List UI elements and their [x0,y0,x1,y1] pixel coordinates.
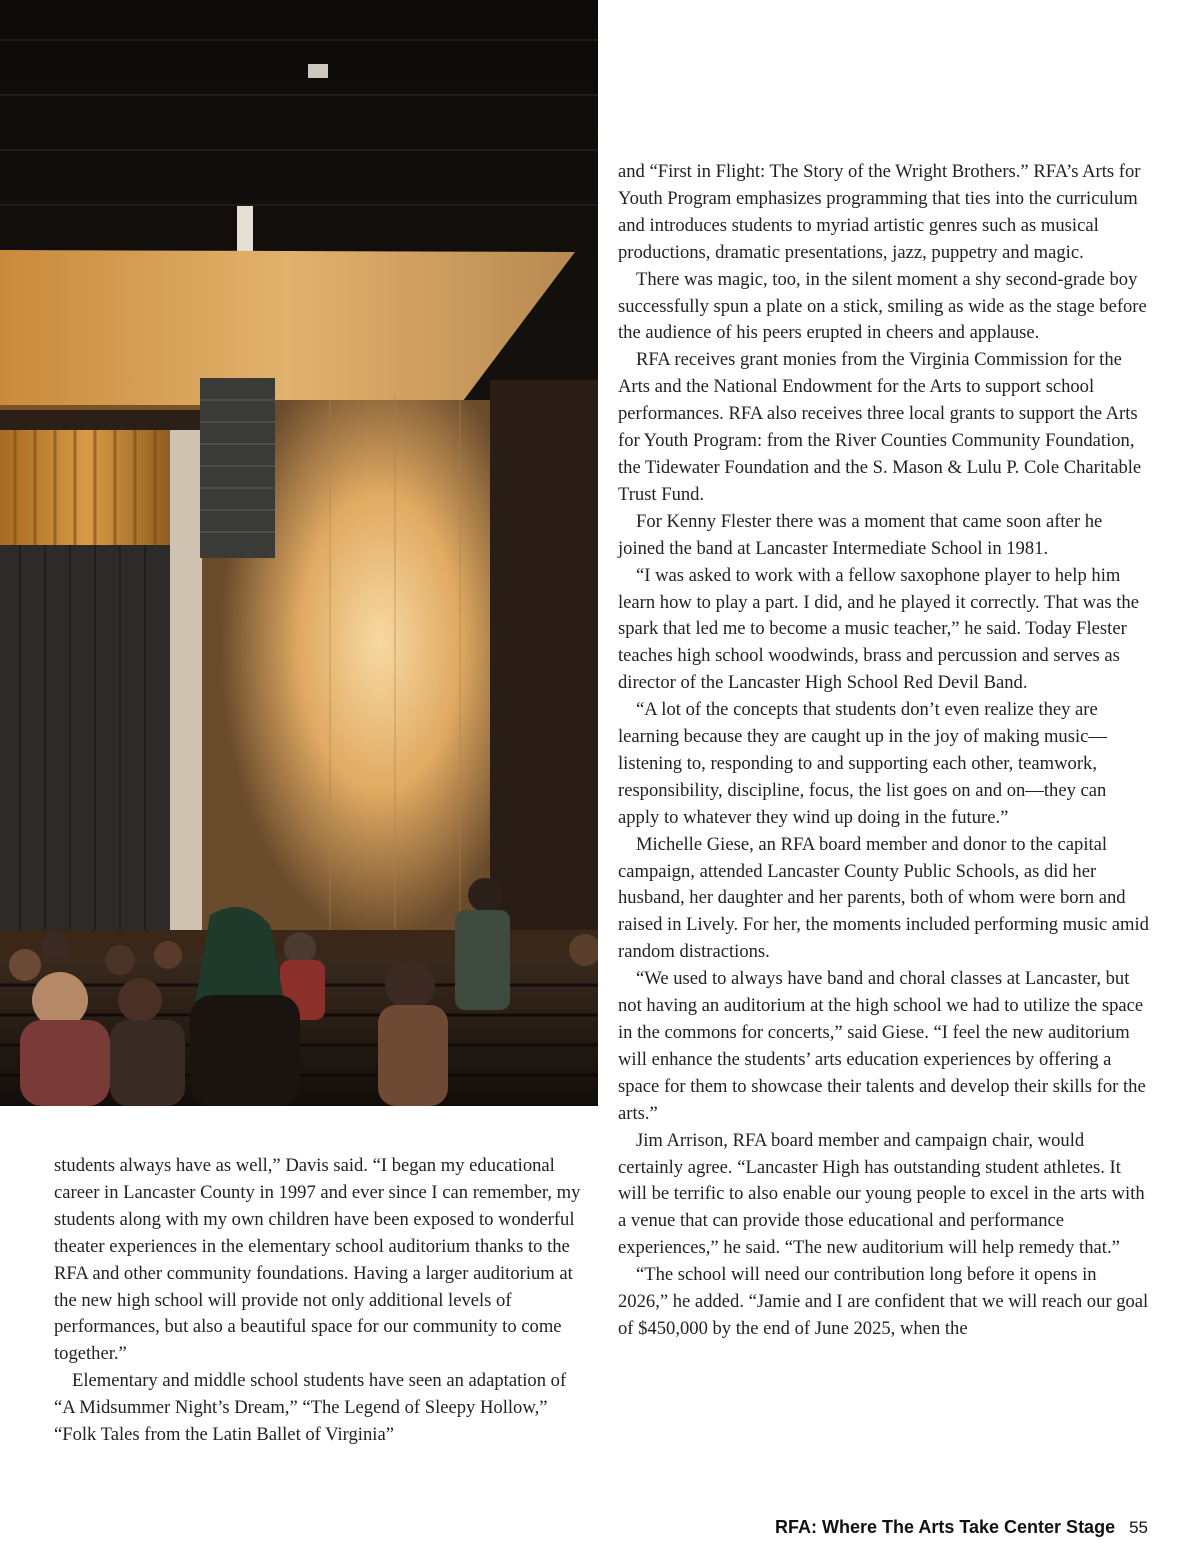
right-paragraph-5: “I was asked to work with a fellow saxophone player to help him learn how to play a part. I did, and he played it correctly. That was the spark that led me to become a music teacher,” he said. Today Flester teaches high school woodwinds, brass and percussion and serves as director of the Lancaster High School Red Devil Band. [618,564,1139,694]
right-paragraph-2: There was magic, too, in the silent moment a shy second-grade boy successfully spun a plate on a stick, smiling as wide as the stage before the audience of his peers erupted in cheers and applause. [618,268,1147,344]
right-paragraph-10: “The school will need our contribution long before it opens in 2026,” he added. “Jamie and I are confident that we will reach our goal of $450,000 by the end of June 2025, when the [618,1264,1149,1339]
right-paragraph-6: “A lot of the concepts that students don’t even realize they are learning because they are caught up in the joy of making music—listening to, responding to and supporting each other, teamwork, responsibility, discipline, focus, the list goes on and on—they can apply to whatever they wind up doing in the future.” [618,699,1107,828]
auditorium-rendering [0,0,598,1106]
page-footer [775,1517,1148,1538]
right-column [618,159,1150,1343]
left-paragraph-1: students always have as well,” Davis said. “I began my educational career in Lancaster County in 1997 and ever since I can remember, my students along with my own children have been exposed to wonderful theater experiences in the elementary school auditorium thanks to the RFA and other community foundations. Having a larger auditorium at the new high school will provide not only additional levels of performances, but also a beautiful space for our community to come together.” [54,1155,581,1365]
right-paragraph-4: For Kenny Flester there was a moment that came soon after he joined the band at Lancaster Intermediate School in 1981. [618,510,1103,559]
auditorium-photo [0,0,598,1106]
page-number: 55 [1129,1518,1148,1537]
right-paragraph-8: “We used to always have band and choral classes at Lancaster, but not having an auditorium at the high school we had to utilize the space in the commons for concerts,” said Giese. “I feel the new auditorium will enhance the students’ arts education experiences by offering a space for them to showcase their talents and develop their skills for the arts.” [618,968,1146,1124]
right-paragraph-7: Michelle Giese, an RFA board member and donor to the capital campaign, attended Lancaster County Public Schools, as did her husband, her daughter and her parents, both of whom were born and raised in Lively. For her, the moments included performing music amid random distractions. [618,833,1149,963]
right-paragraph-1: and “First in Flight: The Story of the Wright Brothers.” RFA’s Arts for Youth Program emphasizes programming that ties into the curriculum and introduces students to myriad artistic genres such as musical productions, dramatic presentations, jazz, puppetry and magic. [618,161,1141,263]
right-paragraph-9: Jim Arrison, RFA board member and campaign chair, would certainly agree. “Lancaster High has outstanding student athletes. It will be terrific to also enable our young people to excel in the arts with a venue that can provide those educational and performance experiences,” he said. “The new auditorium will help remedy that.” [618,1129,1145,1259]
left-column [54,1153,584,1449]
footer-title: RFA: Where The Arts Take Center Stage [775,1517,1116,1537]
left-paragraph-2: Elementary and middle school students have seen an adaptation of “A Midsummer Night’s Dream,” “The Legend of Sleepy Hollow,” “Folk Tales from the Latin Ballet of Virginia” [54,1370,567,1446]
right-paragraph-3: RFA receives grant monies from the Virginia Commission for the Arts and the National Endowment for the Arts to support school performances. RFA also receives three local grants to support the Arts for Youth Program: from the River Counties Community Foundation, the Tidewater Foundation and the S. Mason & Lulu P. Cole Charitable Trust Fund. [618,349,1142,505]
